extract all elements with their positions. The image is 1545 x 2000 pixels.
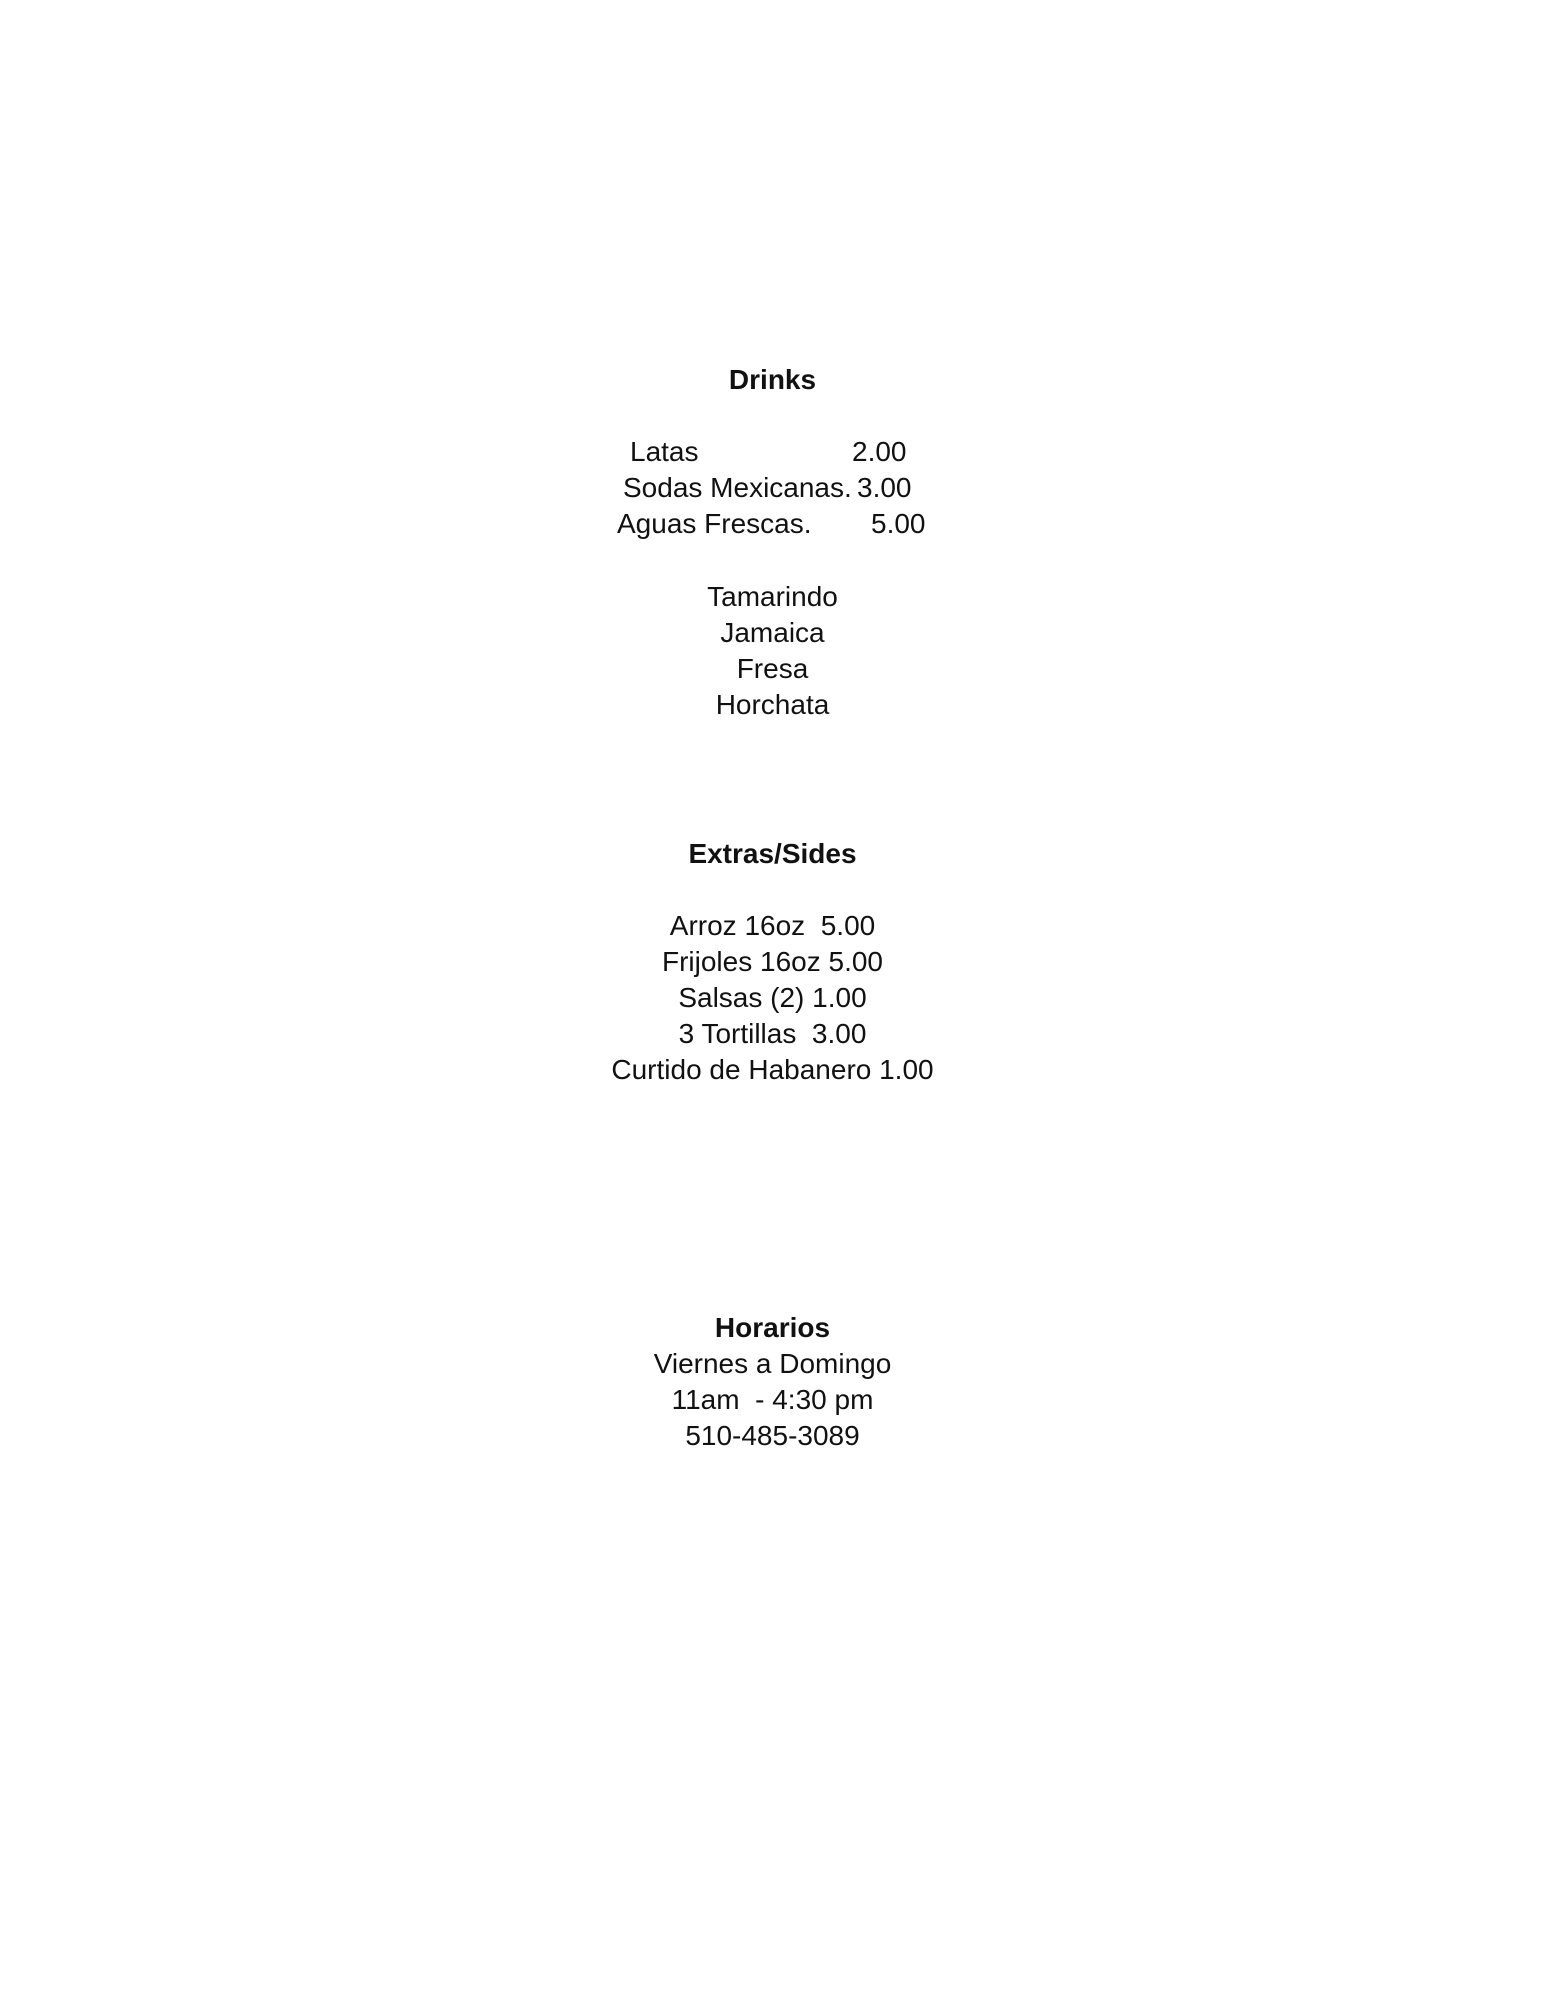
drink-name: Sodas Mexicanas. <box>623 472 852 503</box>
drink-name: Aguas Frescas. <box>617 508 812 539</box>
flavor-item: Jamaica <box>720 617 825 648</box>
extras-item: 3 Tortillas 3.00 <box>678 1018 867 1049</box>
horarios-phone: 510-485-3089 <box>685 1420 860 1451</box>
extras-item: Arroz 16oz 5.00 <box>669 910 876 941</box>
drink-name: Latas <box>630 436 699 467</box>
flavor-item: Tamarindo <box>707 581 838 612</box>
horarios-hours: 11am - 4:30 pm <box>671 1384 874 1415</box>
drinks-heading: Drinks <box>728 364 817 395</box>
horarios-days: Viernes a Domingo <box>653 1348 892 1379</box>
extras-item: Frijoles 16oz 5.00 <box>661 946 883 977</box>
flavor-item: Horchata <box>715 689 830 720</box>
extras-item: Salsas (2) 1.00 <box>678 982 867 1013</box>
flavor-item: Fresa <box>736 653 809 684</box>
extras-heading: Extras/Sides <box>688 838 857 869</box>
extras-item: Curtido de Habanero 1.00 <box>611 1054 934 1085</box>
drink-price: 3.00 <box>857 472 912 503</box>
horarios-heading: Horarios <box>714 1312 831 1343</box>
drink-price: 2.00 <box>852 436 907 467</box>
drink-price: 5.00 <box>871 508 926 539</box>
